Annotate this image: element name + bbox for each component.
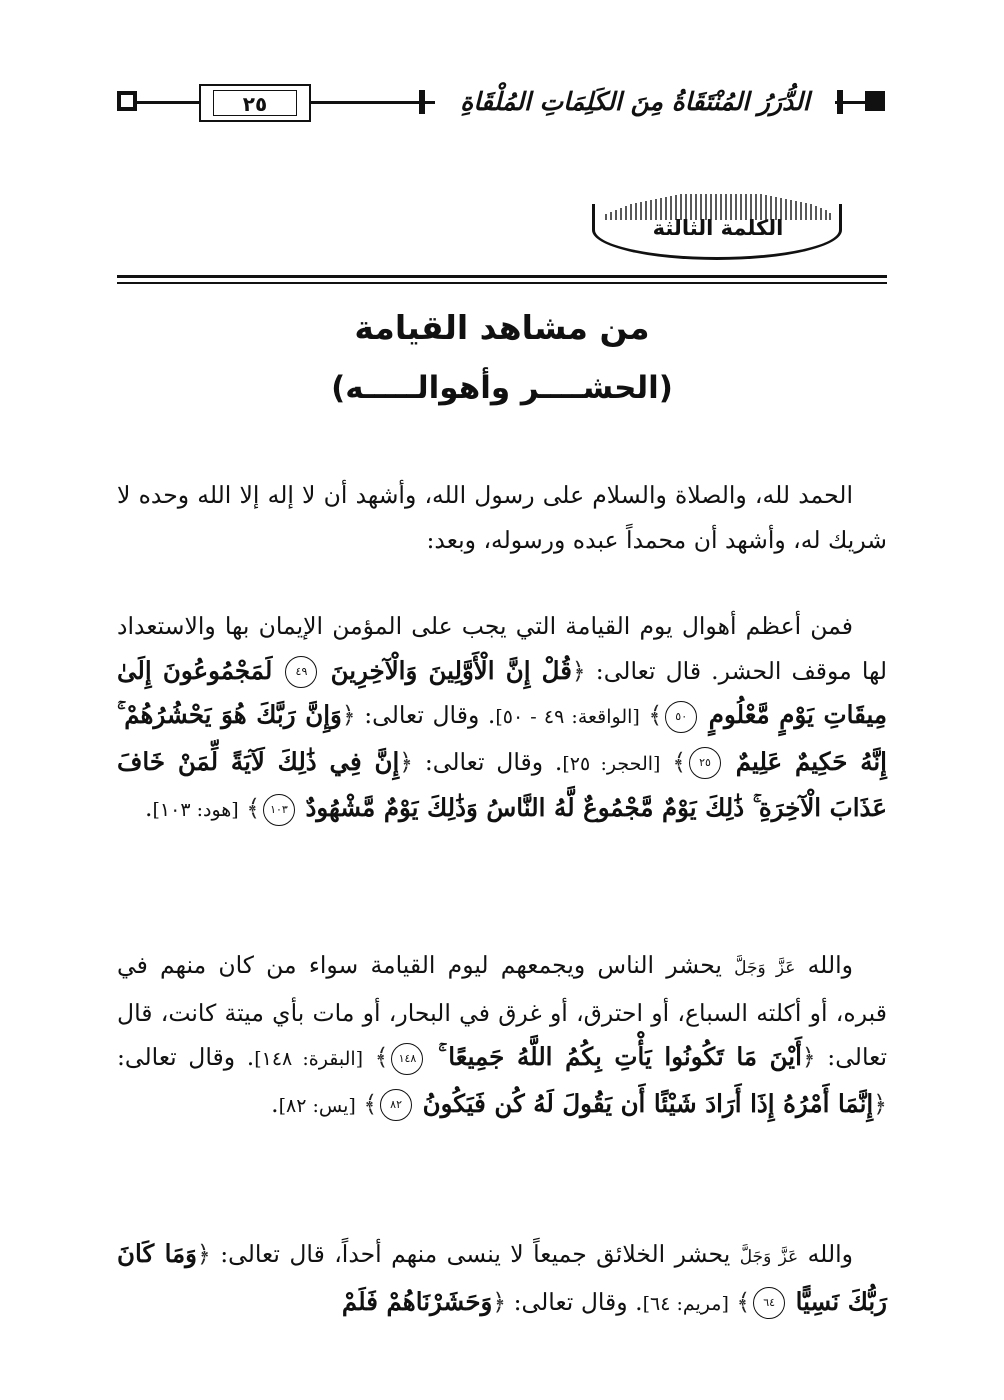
paragraph-opening: [117, 473, 887, 562]
header-bar-ornament-right: [837, 90, 843, 114]
ornate-bracket-open: ﴿: [873, 1089, 887, 1118]
chapter-subtitle: (الحشــــر وأهوالـــــه): [331, 370, 673, 406]
text: . وقال تعالى:: [117, 1043, 255, 1071]
divider-thin: [117, 282, 887, 284]
ornate-bracket-open: ﴿: [801, 1043, 816, 1071]
text: والله: [807, 951, 853, 979]
quran-verse: وَمَا كَانَ رَبُّكَ نَسِيًّا: [117, 1239, 887, 1316]
book-title: الدُّرَرُ المُنْتَقَاةُ مِنَ الكَلِمَاتِ المُلْقَاةِ: [435, 80, 835, 124]
verse-reference: [الحجر: ٢٥]: [562, 752, 661, 775]
honorific: عَزَّ وَجَلَّ: [734, 958, 796, 978]
verse-reference: [مريم: ٦٤]: [642, 1292, 729, 1315]
running-header: [115, 78, 887, 128]
header-line-left: [137, 101, 199, 104]
text: والله: [807, 1240, 853, 1268]
ayah-number-marker: ١٠٣: [263, 794, 295, 826]
section-tab: [592, 192, 844, 270]
ornate-bracket-open: ﴿: [197, 1240, 211, 1268]
ornate-bracket-close: ﴾: [736, 1287, 751, 1316]
ornate-bracket-close: ﴾: [374, 1043, 389, 1071]
paragraph-gathering: [117, 943, 887, 1128]
ayah-number-marker: ٥٠: [665, 701, 697, 733]
text: يحشر الخلائق جميعاً لا ينسى منهم أحداً، قال تعالى:: [220, 1240, 731, 1268]
verse-reference: [هود: ١٠٣]: [152, 799, 239, 821]
paragraph-resurrection: [117, 604, 887, 833]
ornate-bracket-close: ﴾: [648, 701, 663, 729]
ayah-number-marker: ٦٤: [753, 1287, 785, 1319]
divider-thick: [117, 275, 887, 278]
text: .: [145, 794, 153, 822]
ayah-number-marker: ٨٢: [380, 1089, 412, 1121]
text: . وقال تعالى:: [364, 701, 496, 729]
quran-verse: أَيْنَ مَا تَكُونُوا يَأْتِ بِكُمُ اللَّهُ جَمِيعًا ۚ: [438, 1042, 802, 1071]
paragraph-none-forgotten: [117, 1232, 887, 1326]
quran-verse: إِنَّمَا أَمْرُهُ إِذَا أَرَادَ شَيْئًا أَن يَقُولَ لَهُ كُن فَيَكُونُ: [422, 1088, 874, 1118]
chapter-title: من مشاهد القيامة: [354, 308, 650, 347]
text: يحشر الناس ويجمعهم ليوم القيامة سواء من كان منهم في قبره، أو أكلته السباع، أو احترق، أو غرق في البحار، أو مات بأي ميتة كانت، قال تعالى:: [117, 951, 887, 1071]
ornate-bracket-open: ﴿: [341, 701, 356, 729]
quran-verse: قُلْ إِنَّ الْأَوَّلِينَ وَالْآخِرِينَ: [330, 655, 572, 685]
quran-verse: إِنَّ فِي ذَٰلِكَ لَآيَةً لِّمَنْ خَافَ عَذَابَ الْآخِرَةِ ۚ ذَٰلِكَ يَوْمٌ مَّجْمُوعٌ لَّهُ النَّاسُ وَذَٰلِكَ يَوْمٌ مَّشْهُودٌ: [117, 746, 887, 822]
quran-verse: وَحَشَرْنَاهُمْ فَلَمْ: [341, 1286, 493, 1316]
section-label: الكلمة الثالثة: [652, 216, 784, 240]
verse-reference: [البقرة: ١٤٨]: [254, 1048, 364, 1070]
ayah-number-marker: ٢٥: [689, 747, 721, 779]
page-number: ٢٥: [242, 92, 268, 116]
ornate-bracket-open: ﴿: [399, 747, 414, 776]
page-number-frame: [199, 84, 311, 122]
text: .: [271, 1089, 279, 1118]
ornate-bracket-close: ﴾: [363, 1089, 378, 1118]
ornate-bracket-close: ﴾: [246, 794, 260, 822]
text: الحمد لله، والصلاة والسلام على رسول الله، وأشهد أن لا إله إلا الله وحده لا شريك له، وأشهد أن محمداً عبده ورسوله، وبعد:: [117, 481, 887, 554]
text: فمن أعظم أهوال يوم القيامة التي يجب على المؤمن الإيمان بها والاستعداد لها موقف الحشر. قال تعالى:: [117, 612, 887, 685]
header-open-square-ornament: [117, 91, 137, 111]
ayah-number-marker: ١٤٨: [391, 1043, 423, 1075]
header-bar-ornament-left: [419, 90, 425, 114]
honorific: عَزَّ وَجَلَّ: [739, 1247, 799, 1267]
verse-reference: [يس: ٨٢]: [278, 1094, 356, 1117]
header-solid-square-ornament: [865, 91, 885, 111]
text: . وقال تعالى:: [424, 747, 563, 776]
ornate-bracket-open: ﴿: [492, 1287, 507, 1316]
ayah-number-marker: ٤٩: [285, 656, 317, 688]
ornate-bracket-open: ﴿: [571, 656, 586, 685]
quran-verse: لَمَجْمُوعُونَ إِلَىٰ مِيقَاتِ يَوْمٍ مَّعْلُومٍ: [117, 655, 887, 729]
ornate-bracket-close: ﴾: [672, 747, 686, 776]
verse-reference: [الواقعة: ٤٩ - ٥٠]: [495, 706, 640, 728]
text: . وقال تعالى:: [513, 1287, 643, 1316]
quran-verse: وَإِنَّ رَبَّكَ هُوَ يَحْشُرُهُمْ ۚ إِنَّهُ حَكِيمٌ عَلِيمٌ: [117, 700, 887, 776]
